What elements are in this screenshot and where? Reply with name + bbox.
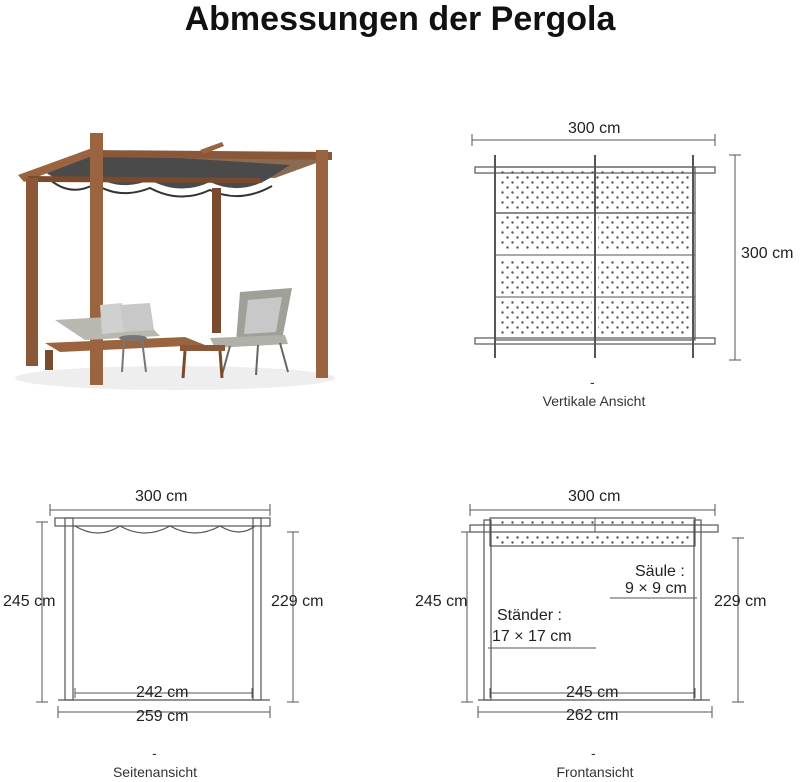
vertical-caption: Vertikale Ansicht <box>542 393 646 409</box>
saule-size: 9 × 9 cm <box>625 580 687 597</box>
front-inner-label: 245 cm <box>566 684 619 701</box>
side-top-label: 300 cm <box>135 488 188 505</box>
front-left-label: 245 cm <box>415 593 468 610</box>
saule-label: Säule : <box>635 563 685 580</box>
side-outer-label: 259 cm <box>136 708 189 725</box>
vertical-width-label: 300 cm <box>568 120 621 137</box>
page-title: Abmessungen der Pergola <box>184 0 616 38</box>
vertical-dash: - <box>590 374 595 390</box>
pergola-photo <box>15 133 335 390</box>
side-caption: Seitenansicht <box>112 764 198 780</box>
front-dash: - <box>591 745 596 761</box>
front-caption: Frontansicht <box>556 764 634 780</box>
staender-label: Ständer : <box>497 607 562 624</box>
front-outer-label: 262 cm <box>566 707 619 724</box>
side-dash: - <box>152 745 157 761</box>
side-right-label: 229 cm <box>271 593 324 610</box>
staender-size: 17 × 17 cm <box>492 628 572 645</box>
side-inner-label: 242 cm <box>136 684 189 701</box>
vertical-depth-label: 300 cm <box>741 245 794 262</box>
side-left-label: 245 cm <box>3 593 56 610</box>
vertical-view-drawing <box>472 134 741 360</box>
front-right-label: 229 cm <box>714 593 767 610</box>
front-top-label: 300 cm <box>568 488 621 505</box>
